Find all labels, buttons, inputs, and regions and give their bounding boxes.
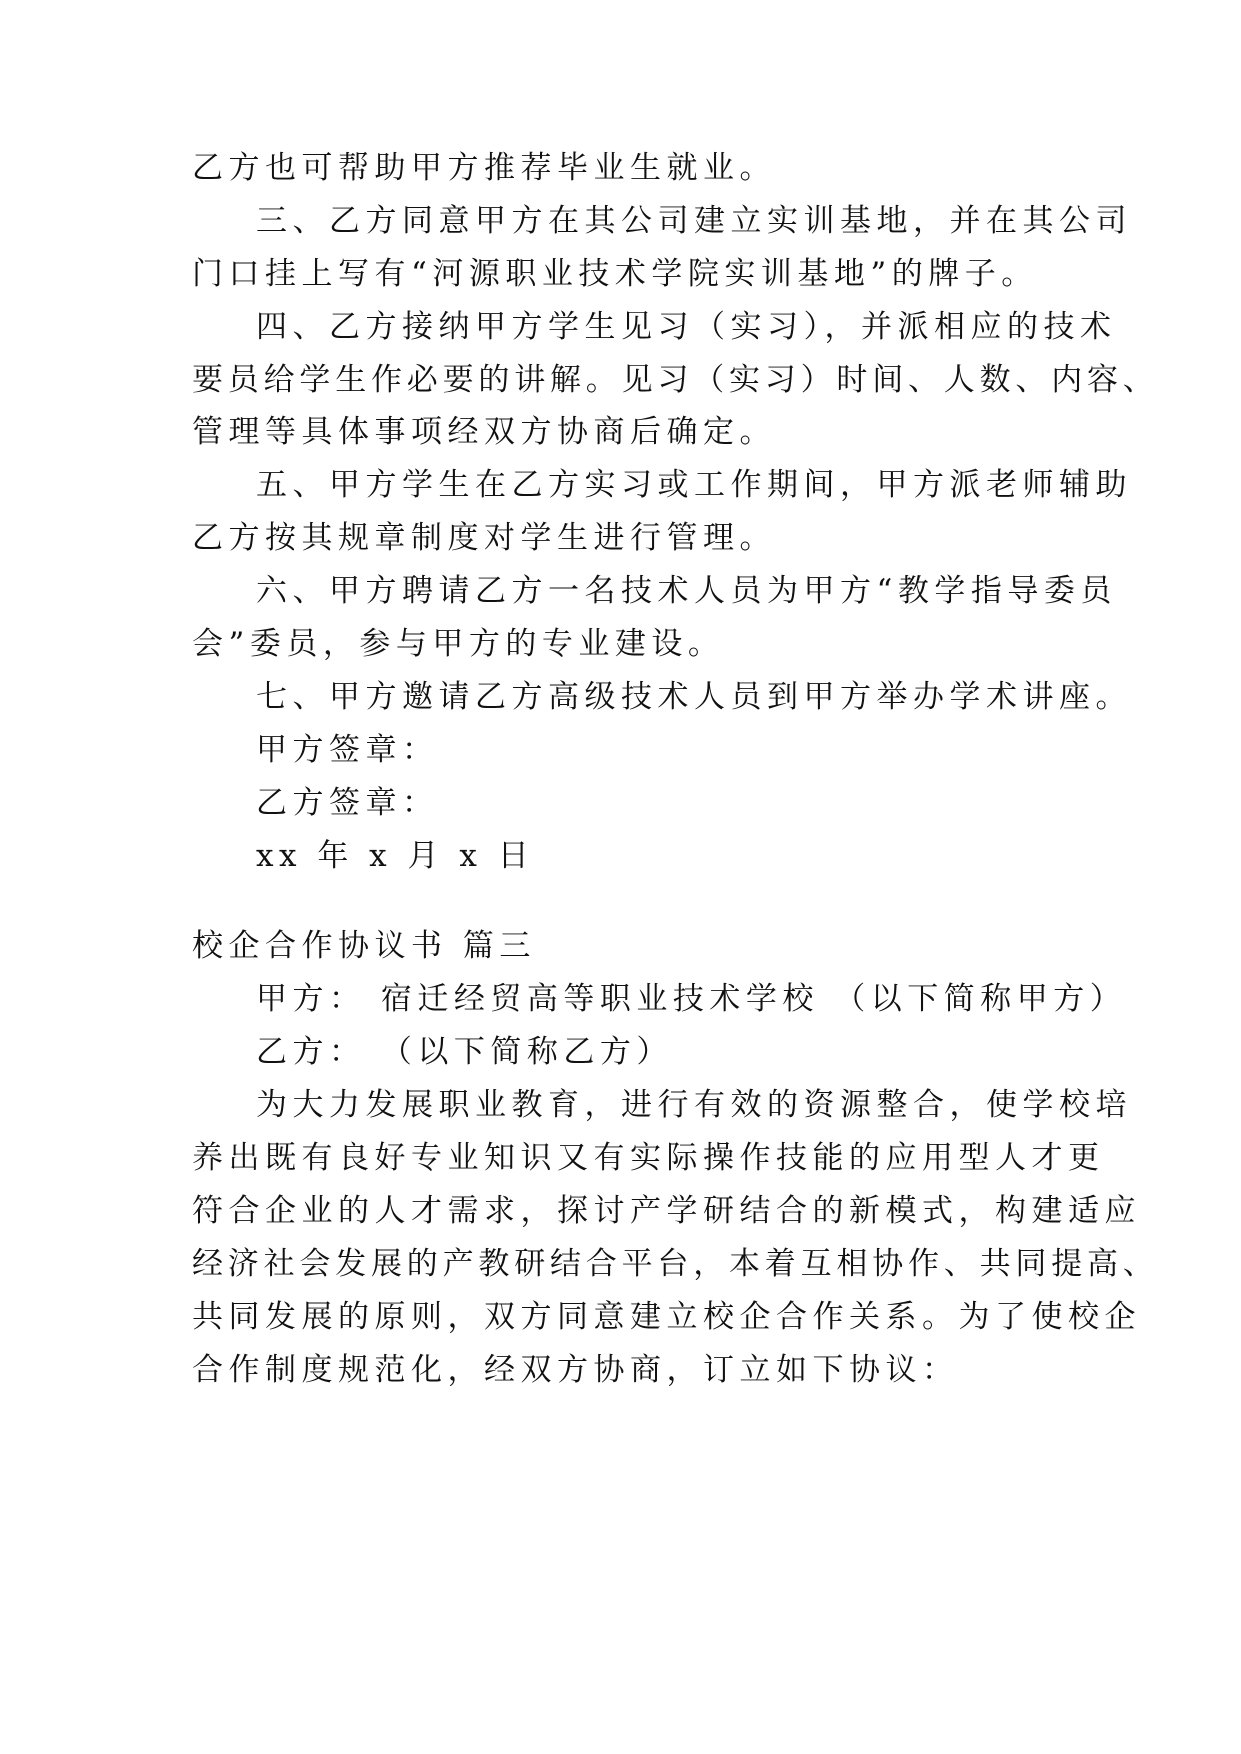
clause-six-line: 会”委员，参与甲方的专业建设。: [192, 626, 725, 662]
clause-six-line: 六、甲方聘请乙方一名技术人员为甲方“教学指导委员: [256, 573, 1117, 609]
clause-four-line: 四、乙方接纳甲方学生见习（实习），并派相应的技术: [256, 309, 1117, 345]
party-b-line: 乙方： （以下简称乙方）: [256, 1034, 673, 1070]
signature-party-b: 乙方签章：: [256, 785, 439, 821]
party-a-line: 甲方： 宿迁经贸高等职业技术学校 （以下简称甲方）: [256, 981, 1127, 1017]
clause-four-line: 管理等具体事项经双方协商后确定。: [192, 414, 776, 450]
clause-five-line: 乙方按其规章制度对学生进行管理。: [192, 520, 776, 556]
intro-paragraph-line: 合作制度规范化，经双方协商，订立如下协议：: [192, 1352, 959, 1388]
clause-five-line: 五、甲方学生在乙方实习或工作期间，甲方派老师辅助: [256, 467, 1132, 503]
clause-four-line: 要员给学生作必要的讲解。见习（实习）时间、人数、内容、: [192, 362, 1159, 398]
intro-paragraph-line: 为大力发展职业教育，进行有效的资源整合，使学校培: [256, 1087, 1132, 1123]
intro-paragraph-line: 符合企业的人才需求，探讨产学研结合的新模式，构建适应: [192, 1193, 1141, 1229]
clause-seven-line: 七、甲方邀请乙方高级技术人员到甲方举办学术讲座。: [256, 679, 1132, 715]
clause-three-line: 门口挂上写有“河源职业技术学院实训基地”的牌子。: [192, 256, 1038, 292]
signature-date: xx 年 x 月 x 日: [256, 838, 535, 874]
clause-three-line: 三、乙方同意甲方在其公司建立实训基地，并在其公司: [256, 203, 1132, 239]
paragraph-line: 乙方也可帮助甲方推荐毕业生就业。: [192, 150, 776, 186]
signature-party-a: 甲方签章：: [256, 732, 439, 768]
intro-paragraph-line: 共同发展的原则，双方同意建立校企合作关系。为了使校企: [192, 1299, 1141, 1335]
section-heading: 校企合作协议书 篇三: [192, 928, 536, 964]
intro-paragraph-line: 经济社会发展的产教研结合平台，本着互相协作、共同提高、: [192, 1246, 1159, 1282]
intro-paragraph-line: 养出既有良好专业知识又有实际操作技能的应用型人才更: [192, 1140, 1105, 1176]
